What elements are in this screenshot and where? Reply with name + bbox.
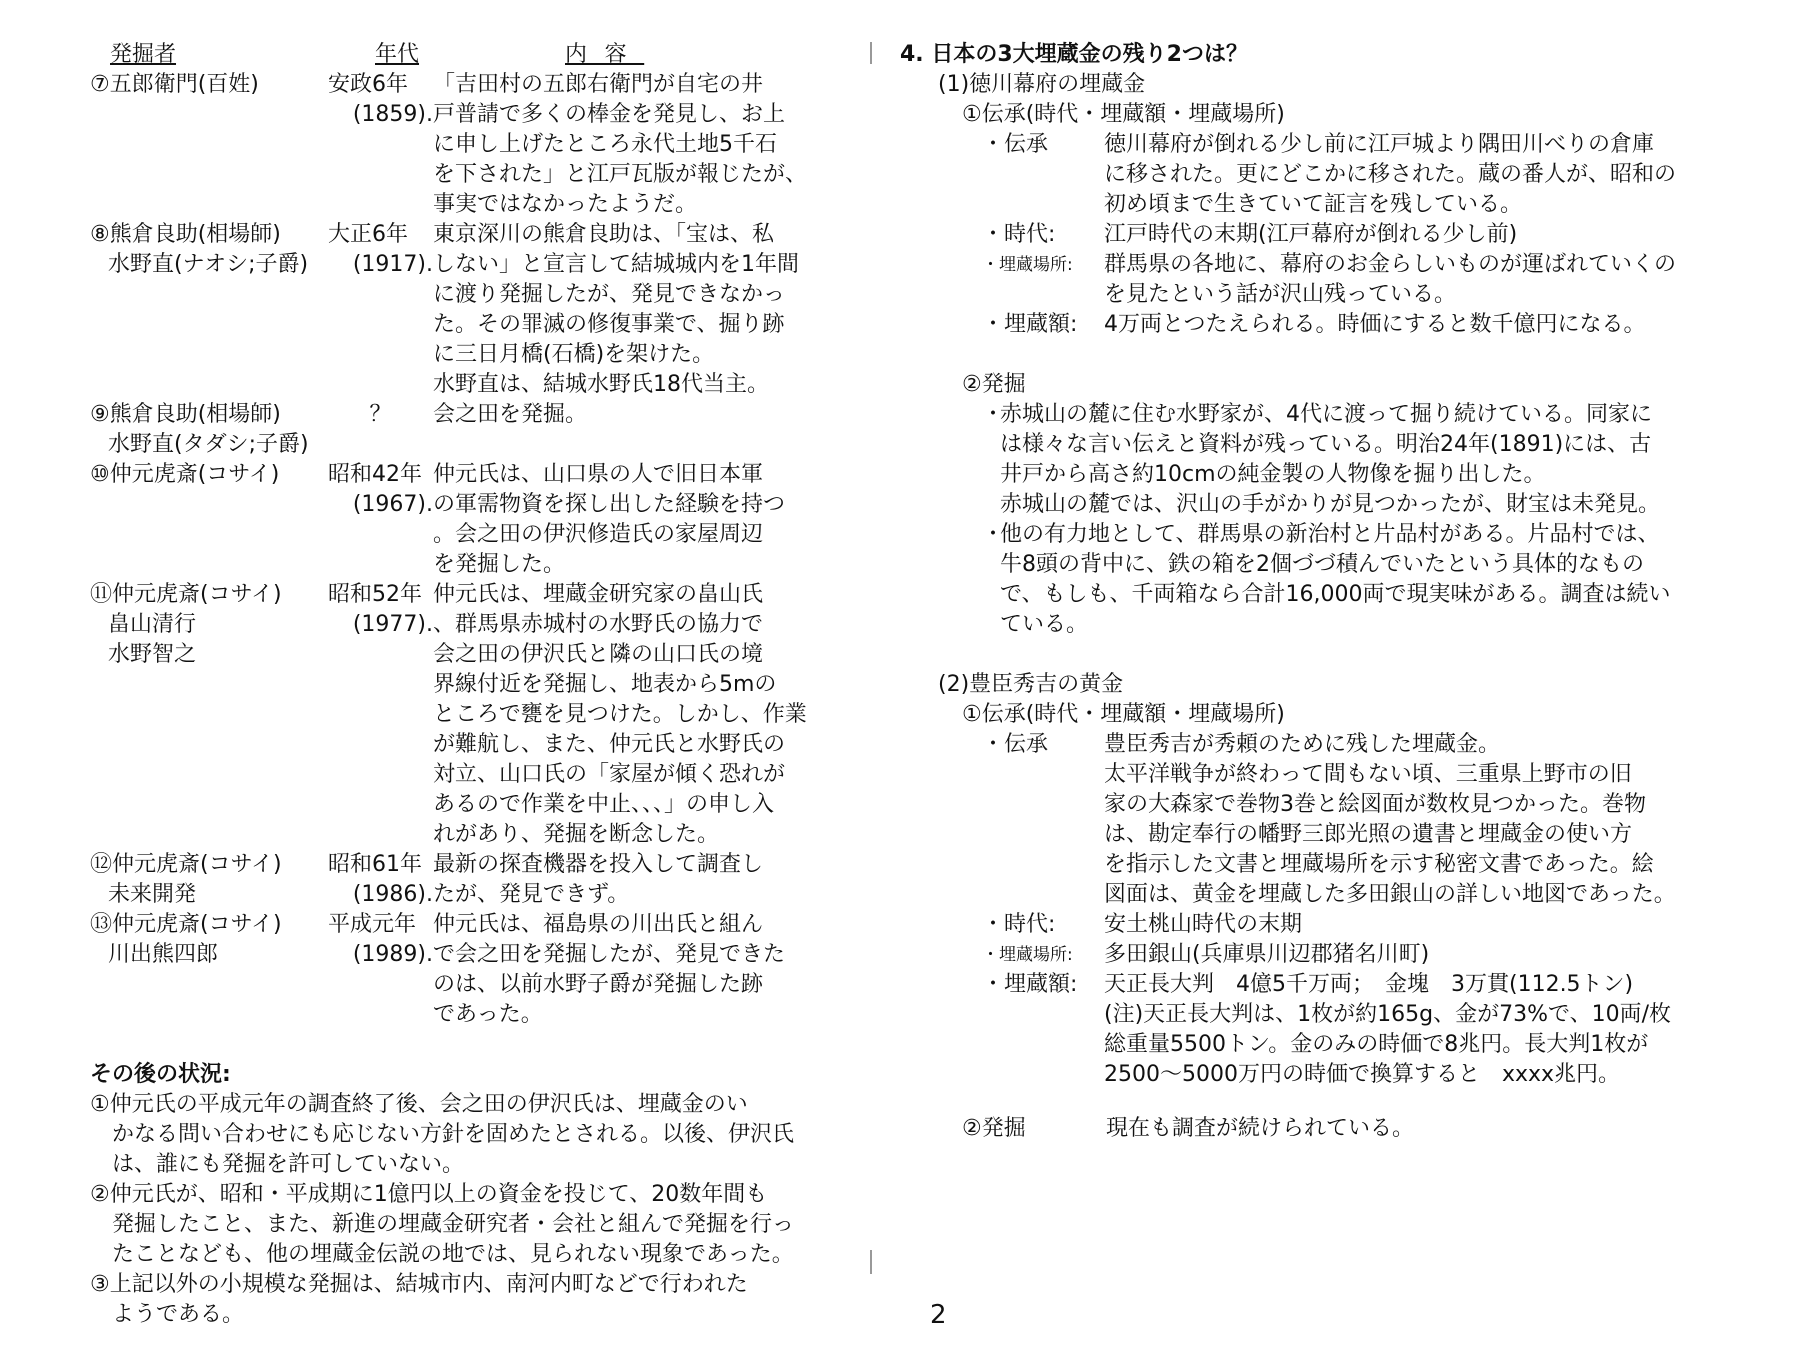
content-cell: 仲元氏は、福島県の川出氏と組ん で会之田を発掘したが、発見できた のは、以前水野子爵が発掘した跡 であった。 bbox=[433, 912, 786, 1027]
aftermath-item-rest: かなる問い合わせにも応じない方針を固めたとされる。以後、伊沢氏 は、誰にも発掘を許可していない。 bbox=[112, 1122, 795, 1177]
excavator-name: 水野智之 bbox=[108, 642, 197, 667]
legend-key: ・時代: bbox=[982, 912, 1056, 937]
right-column bbox=[900, 40, 1760, 1144]
legend-row bbox=[900, 220, 1760, 250]
left-column bbox=[90, 40, 870, 1330]
legend-value: 群馬県の各地に、幕府のお金らしいものが運ばれていくの を見たという話が沢山残っている。 bbox=[1104, 252, 1677, 307]
year-text: (1859). bbox=[352, 102, 433, 127]
year-text: 平成元年 bbox=[328, 912, 417, 937]
year-text: 大正6年 bbox=[328, 222, 408, 247]
legend-row bbox=[900, 310, 1760, 340]
content-cell: 最新の探査機器を投入して調査し たが、発見できず。 bbox=[433, 852, 764, 907]
excavator-name: ⑧熊倉良助(相場師) bbox=[90, 222, 281, 247]
excavator-cell bbox=[90, 400, 328, 460]
excavator-name: ⑬仲元虎斎(コサイ) bbox=[90, 912, 282, 937]
excavation-bullet bbox=[900, 400, 1760, 520]
legend-value: 豊臣秀吉が秀頼のために残した埋蔵金。 太平洋戦争が終わって間もない頃、三重県上野市の旧 家の大森家で巻物3巻と絵図面が数枚見つかった。巻物 は、勘定奉行の幡野三郎光照の遺書と埋蔵金の使い方 を指示した文書と埋蔵場所を示す秘密文書であった。絵 図面は、黄金を埋蔵した多田銀山の詳しい地図であった。 bbox=[1104, 732, 1676, 907]
year-text: 昭和42年 bbox=[328, 462, 422, 487]
column-divider bbox=[870, 42, 872, 64]
aftermath-item-rest: ようである。 bbox=[112, 1302, 245, 1327]
legend-row bbox=[900, 970, 1760, 1090]
aftermath-item-rest: 発掘したこと、また、新進の埋蔵金研究者・会社と組んで発掘を行っ たことなども、他の埋蔵金伝説の地では、見られない現象であった。 bbox=[112, 1212, 795, 1267]
content-cell: 仲元氏は、埋蔵金研究家の畠山氏 、群馬県赤城村の水野氏の協力で 会之田の伊沢氏と隣の山口氏の境 界線付近を発掘し、地表から5mの ところで甕を見つけた。しかし、作業 が難航し、また、仲元氏と水野氏の 対立、山口氏の「家屋が傾く恐れが あるので作業を中止、、、」の申し入 れがあり、発掘を断念した。 bbox=[433, 582, 807, 847]
header-who: 発掘者 bbox=[110, 42, 177, 67]
toyotomi-excavation-text: 現在も調査が続けられている。 bbox=[1106, 1116, 1415, 1141]
table-row bbox=[90, 460, 870, 580]
excavator-name: 水野直(タダシ;子爵) bbox=[108, 432, 309, 457]
bullet-mark: ・ bbox=[982, 522, 1005, 547]
year-text: (1986). bbox=[352, 882, 433, 907]
tokugawa-excavation-title: ②発掘 bbox=[962, 372, 1026, 397]
toyotomi-excavation bbox=[900, 1114, 1760, 1144]
year-text: (1989). bbox=[352, 942, 433, 967]
aftermath-item bbox=[90, 1180, 870, 1270]
legend-key: ・伝承 bbox=[982, 732, 1049, 757]
page-number: 2 bbox=[930, 1300, 947, 1330]
aftermath-item-first: ②仲元氏が、昭和・平成期に1億円以上の資金を投じて、20数年間も bbox=[90, 1182, 768, 1207]
excavator-cell bbox=[90, 580, 328, 850]
legend-value: 徳川幕府が倒れる少し前に江戸城より隅田川べりの倉庫 に移された。更にどこかに移された。蔵の番人が、昭和の 初め頃まで生きていて証言を残している。 bbox=[1104, 132, 1677, 217]
year-text: (1917). bbox=[352, 252, 433, 277]
content-cell: 東京深川の熊倉良助は、「宝は、私 しない」と宣言して結城城内を1年間 に渡り発掘したが、発見できなかっ た。その罪滅の修復事業で、掘り跡 に三日月橋(石橋)を架けた。 水野直は、結城水野氏18代当主。 bbox=[433, 222, 799, 397]
legend-value: 安土桃山時代の末期 bbox=[1104, 912, 1303, 937]
legend-value: 江戸時代の末期(江戸幕府が倒れる少し前) bbox=[1104, 222, 1518, 247]
content-cell: 「吉田村の五郎右衛門が自宅の井 戸普請で多くの棒金を発見し、お上 に申し上げたところ永代土地5千石 を下された」と江戸瓦版が報じたが、 事実ではなかったようだ。 bbox=[433, 72, 808, 217]
year-cell bbox=[328, 70, 433, 220]
table-header bbox=[90, 40, 870, 70]
legend-key: ・埋蔵額: bbox=[982, 972, 1078, 997]
legend-value: 4万両とつたえられる。時価にすると数千億円になる。 bbox=[1104, 312, 1646, 337]
year-text: 昭和61年 bbox=[328, 852, 422, 877]
legend-value: 多田銀山(兵庫県川辺郡猪名川町) bbox=[1104, 942, 1430, 967]
legend-key: ・時代: bbox=[982, 222, 1056, 247]
aftermath-list bbox=[90, 1090, 870, 1330]
table-row bbox=[90, 850, 870, 910]
legend-row bbox=[900, 940, 1760, 970]
toyotomi-legend-title: ①伝承(時代・埋蔵額・埋蔵場所) bbox=[962, 702, 1285, 727]
excavator-name: 川出熊四郎 bbox=[108, 942, 219, 967]
bullet-text: 他の有力地として、群馬県の新治村と片品村がある。片品村では、 牛8頭の背中に、鉄の箱を2個づづ積んでいたという具体的なもの で、もしも、千両箱なら合計16,000両で現実味がある。調査は続い ている。 bbox=[1000, 522, 1671, 637]
year-text: 昭和52年 bbox=[328, 582, 422, 607]
table-row bbox=[90, 910, 870, 1030]
toyotomi-excavation-label: ②発掘 bbox=[962, 1116, 1026, 1141]
aftermath-item-first: ③上記以外の小規模な発掘は、結城市内、南河内町などで行われた bbox=[90, 1272, 748, 1297]
year-cell bbox=[328, 580, 433, 850]
header-content: 内容 bbox=[565, 42, 645, 67]
year-cell bbox=[328, 850, 433, 910]
excavator-name: ⑫仲元虎斎(コサイ) bbox=[90, 852, 282, 877]
tokugawa-legend-list bbox=[900, 130, 1760, 340]
legend-row bbox=[900, 730, 1760, 910]
aftermath-title: その後の状況: bbox=[90, 1062, 231, 1087]
bullet-text: 赤城山の麓に住む水野家が、4代に渡って掘り続けている。同家に は様々な言い伝えと資料が残っている。明治24年(1891)には、古 井戸から高さ約10cmの純金製の人物像を掘り出した。 赤城山の麓では、沢山の手がかりが見つかったが、財宝は未発見。 bbox=[1000, 402, 1661, 517]
excavator-name: ⑩仲元虎斎(コサイ) bbox=[90, 462, 280, 487]
toyotomi-legend-list bbox=[900, 730, 1760, 1090]
bullet-mark: ・ bbox=[982, 402, 1005, 427]
content-cell: 仲元氏は、山口県の人で旧日本軍 の軍需物資を探し出した経験を持つ 。会之田の伊沢修造氏の家屋周辺 を発掘した。 bbox=[433, 462, 786, 577]
legend-row bbox=[900, 250, 1760, 310]
legend-key: ・埋蔵額: bbox=[982, 312, 1078, 337]
excavator-name: ⑦五郎衛門(百姓) bbox=[90, 72, 259, 97]
legend-row bbox=[900, 130, 1760, 220]
legend-value: 天正長大判 4億5千万両； 金塊 3万貫(112.5トン) (注)天正長大判は、1枚が約165g、金が73%で、10両/枚 総重量5500トン。金のみの時価で8兆円。長大判1枚が 2500～5000万円の時価で換算すると xxxx兆円。 bbox=[1104, 972, 1671, 1087]
excavator-name: ⑨熊倉良助(相場師) bbox=[90, 402, 281, 427]
year-cell bbox=[328, 910, 433, 1030]
legend-key: ・埋蔵場所: bbox=[982, 945, 1073, 965]
content-cell: 会之田を発掘。 bbox=[433, 402, 588, 427]
excavator-cell bbox=[90, 220, 328, 400]
tokugawa-excavation-list bbox=[900, 400, 1760, 640]
year-text: (1967). bbox=[352, 492, 433, 517]
tokugawa-legend-title: ①伝承(時代・埋蔵額・埋蔵場所) bbox=[962, 102, 1285, 127]
excavator-name: 畠山清行 bbox=[108, 612, 197, 637]
excavator-name: 水野直(ナオシ;子爵) bbox=[108, 252, 309, 277]
table-row bbox=[90, 70, 870, 220]
year-text: 安政6年 bbox=[328, 72, 408, 97]
excavator-name: 未来開発 bbox=[108, 882, 197, 907]
excavator-cell bbox=[90, 460, 328, 580]
tokugawa-title: (1)徳川幕府の埋蔵金 bbox=[938, 72, 1146, 97]
excavation-table bbox=[90, 70, 870, 1030]
column-divider bbox=[870, 1250, 872, 1274]
table-row bbox=[90, 400, 870, 460]
year-cell bbox=[328, 460, 433, 580]
excavation-bullet bbox=[900, 520, 1760, 640]
aftermath-item-first: ①仲元氏の平成元年の調査終了後、会之田の伊沢氏は、埋蔵金のい bbox=[90, 1092, 748, 1117]
header-year: 年代 bbox=[375, 42, 420, 67]
table-row bbox=[90, 580, 870, 850]
aftermath-item bbox=[90, 1270, 870, 1330]
table-row bbox=[90, 220, 870, 400]
year-cell bbox=[328, 220, 433, 400]
section-title: 4. 日本の3大埋蔵金の残り2つは？ bbox=[900, 42, 1248, 67]
legend-key: ・埋蔵場所: bbox=[982, 255, 1073, 275]
excavator-name: ⑪仲元虎斎(コサイ) bbox=[90, 582, 282, 607]
year-cell bbox=[328, 400, 433, 460]
year-text: (1977). bbox=[352, 612, 433, 637]
excavator-cell bbox=[90, 70, 328, 220]
excavator-cell bbox=[90, 850, 328, 910]
toyotomi-title: (2)豊臣秀吉の黄金 bbox=[938, 672, 1124, 697]
legend-key: ・伝承 bbox=[982, 132, 1049, 157]
aftermath-item bbox=[90, 1090, 870, 1180]
year-text: ？ bbox=[369, 402, 392, 427]
excavator-cell bbox=[90, 910, 328, 1030]
legend-row bbox=[900, 910, 1760, 940]
